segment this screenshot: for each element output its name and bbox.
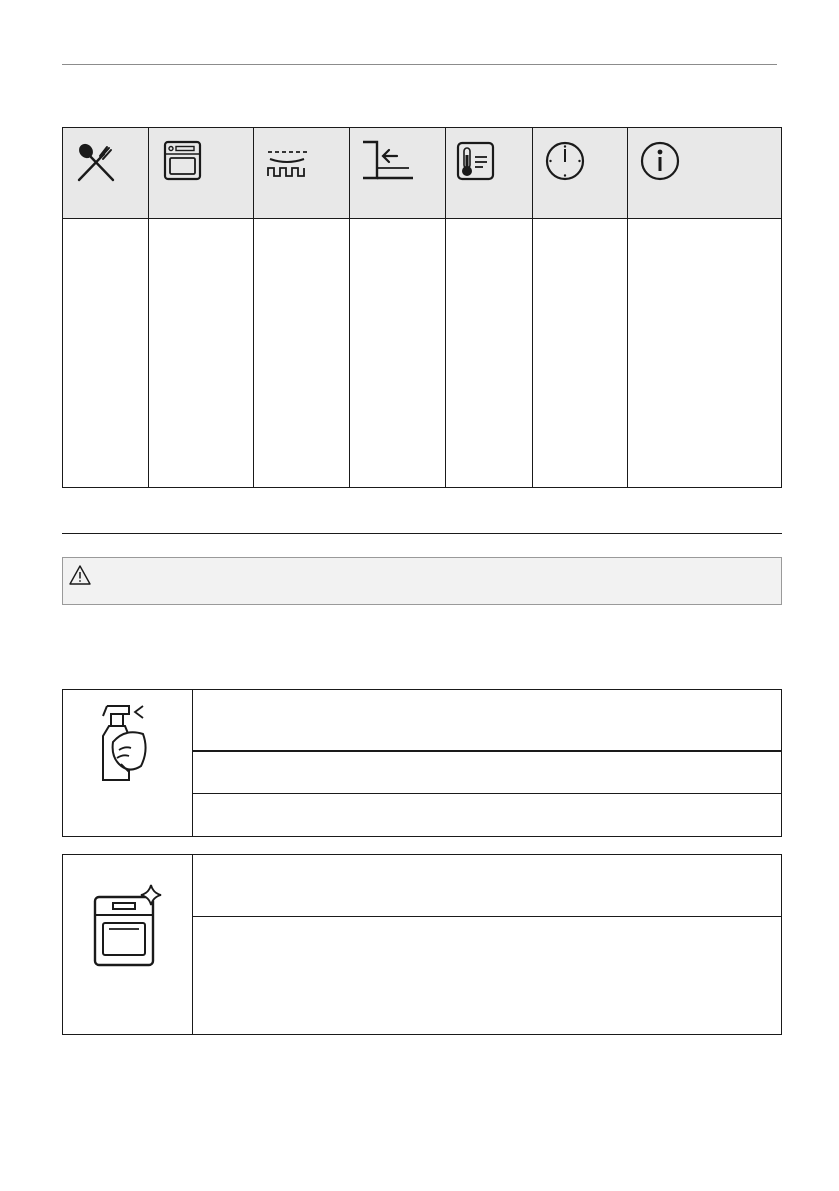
clock-icon: [544, 140, 586, 182]
info-icon: [639, 140, 681, 182]
column-divider: [445, 128, 446, 487]
row-divider: [192, 793, 781, 794]
cleaning-agents-box: [62, 689, 782, 837]
column-divider: [532, 128, 533, 487]
warning-box: [62, 557, 782, 605]
column-divider: [148, 128, 149, 487]
oven-cleaning-box: [62, 854, 782, 1035]
cooking-table: [62, 127, 782, 488]
temperature-icon: [456, 141, 496, 183]
column-divider: [253, 128, 254, 487]
column-divider: [627, 128, 628, 487]
cleaning-icon-cell: [63, 690, 193, 836]
shelf-level-icon: [359, 140, 415, 184]
column-divider: [349, 128, 350, 487]
heating-element-icon: [264, 146, 310, 180]
section-rule: [62, 533, 782, 534]
warning-triangle-icon: [68, 564, 92, 591]
row-divider: [192, 916, 781, 917]
row-divider: [192, 750, 781, 752]
top-rule: [62, 64, 777, 65]
clean-oven-sparkle-icon: [91, 883, 165, 967]
cooking-table-header: [63, 128, 781, 219]
spray-cloth-icon: [99, 702, 153, 786]
oven-icon: [163, 140, 203, 182]
oven-clean-icon-cell: [63, 855, 193, 1034]
spoon-fork-icon: [75, 141, 117, 183]
